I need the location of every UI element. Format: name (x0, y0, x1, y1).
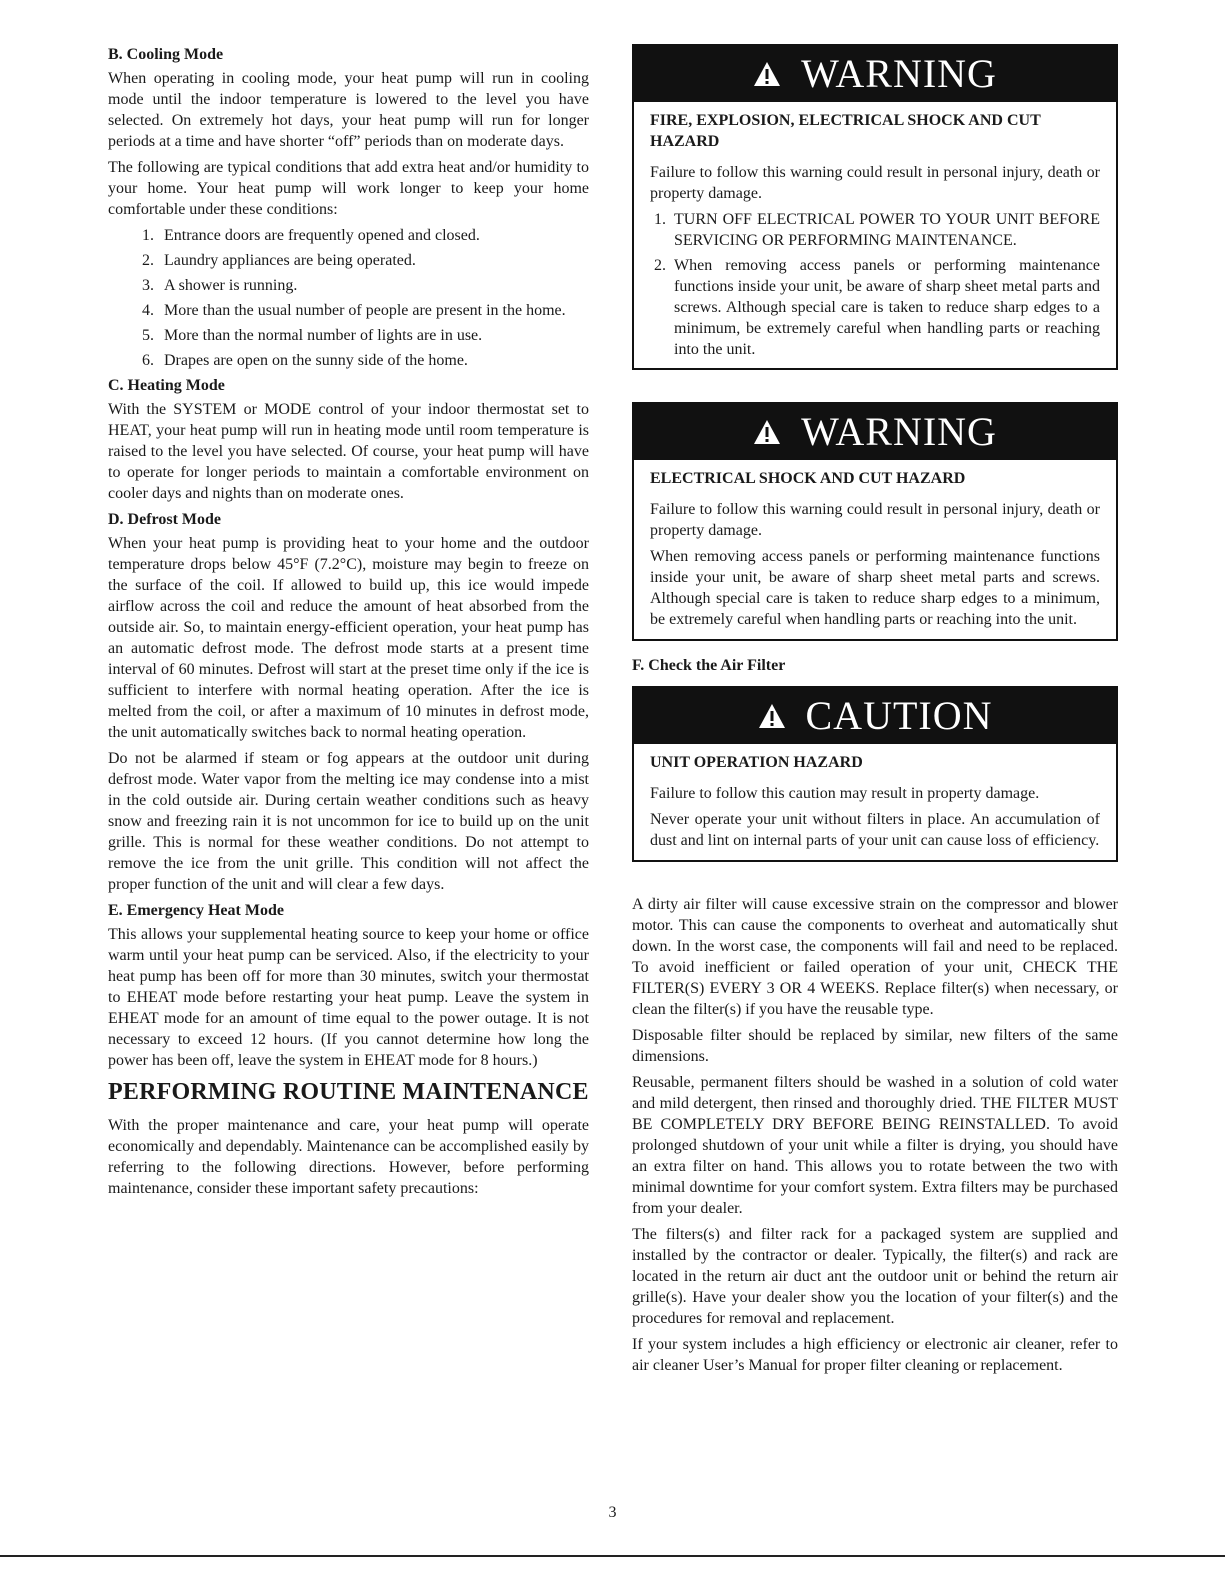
left-column (108, 44, 589, 1204)
warning-text: Failure to follow this warning could result in personal injury, death or property damage. (650, 164, 1100, 202)
list-item: 2. When removing access panels or performing maintenance functions inside your unit, be aware of sharp sheet metal parts and screws. Although special care is taken to reduce sharp edges to a minimum, be extremely careful when handling parts or reaching into the unit. (670, 255, 1100, 360)
bottom-rule (0, 1555, 1225, 1557)
hazard-title: FIRE, EXPLOSION, ELECTRICAL SHOCK AND CUT HAZARD (650, 112, 1041, 150)
warning-text: Failure to follow this warning could result in personal injury, death or property damage. (650, 501, 1100, 539)
warning-banner (634, 404, 1116, 460)
filter-paragraph-5: If your system includes a high efficiency or electronic air cleaner, refer to air cleaner User’s Manual for proper filter cleaning or replacement. (632, 1336, 1118, 1374)
cooling-heading: B. Cooling Mode (108, 46, 224, 63)
heating-paragraph: With the SYSTEM or MODE control of your indoor thermostat set to HEAT, your heat pump will run in heating mode until room temperature is raised to the level you have selected. Of course, your heat pump will have to operate for longer periods to maintain a comfortable environment on cooler days and nights than on moderate ones. (108, 401, 589, 502)
warning-text-2: When removing access panels or performing maintenance functions inside your unit, be aware of sharp sheet metal parts and screws. Although special care is taken to reduce sharp edges to a minimum, be extremely careful when handling parts or reaching into the unit. (650, 548, 1100, 628)
filter-paragraph-4: The filters(s) and filter rack for a packaged system are supplied and installed by the contractor or dealer. Typically, the filter(s) and rack are located in the return air duct ant the outdoor unit or behind the return air grille(s). Have your dealer show you the location of your filter(s) and the procedures for removal and replacement. (632, 1226, 1118, 1327)
maintenance-paragraph: With the proper maintenance and care, your heat pump will operate economically and dependably. Maintenance can be accomplished easily by referring to the following directions. However, before performing maintenance, consider these important safety precautions: (108, 1117, 589, 1197)
caution-text-2: Never operate your unit without filters in place. An accumulation of dust and lint on internal parts of your unit can cause loss of efficiency. (650, 811, 1100, 849)
cooling-conditions-list (108, 225, 589, 371)
list-item: 5. More than the normal number of lights are in use. (158, 325, 589, 346)
list-item: 1. TURN OFF ELECTRICAL POWER TO YOUR UNIT BEFORE SERVICING OR PERFORMING MAINTENANCE. (670, 209, 1100, 251)
list-item: 3. A shower is running. (158, 275, 589, 296)
hazard-title: ELECTRICAL SHOCK AND CUT HAZARD (650, 470, 966, 487)
defrost-paragraph-1: When your heat pump is providing heat to your home and the outdoor temperature drops below 45°F (7.2°C), moisture may begin to freeze on the surface of the coil. If allowed to build up, this ice would impede airflow across the coil and reduce the amount of heat absorbed from the outside air. So, to maintain energy-efficient operation, your heat pump has an automatic defrost mode. The defrost mode starts at a present time interval of 60 minutes. Defrost will start at the preset time only if the ice is sufficient to interfere with normal heating operation. After the ice is melted from the coil, or after a maximum of 10 minutes in defrost mode, the unit automatically switches back to normal heating operation. (108, 535, 589, 741)
list-item: 2. Laundry appliances are being operated. (158, 250, 589, 271)
filter-paragraph-2: Disposable filter should be replaced by similar, new filters of the same dimensions. (632, 1027, 1118, 1065)
warning-list (650, 209, 1100, 360)
caution-box (632, 686, 1118, 862)
right-column (632, 44, 1118, 1381)
caution-text: Failure to follow this caution may result in property damage. (650, 785, 1040, 802)
caution-signal-word: CAUTION (805, 693, 993, 738)
warning-signal-word: WARNING (801, 51, 997, 96)
emergency-heading: E. Emergency Heat Mode (108, 902, 284, 919)
warning-triangle-icon (753, 60, 781, 88)
list-item: 1. Entrance doors are frequently opened and closed. (158, 225, 589, 246)
filter-heading: F. Check the Air Filter (632, 657, 786, 674)
warning-box-electrical (632, 402, 1118, 641)
warning-banner (634, 46, 1116, 102)
hazard-title: UNIT OPERATION HAZARD (650, 754, 863, 771)
filter-paragraph-3: Reusable, permanent filters should be washed in a solution of cold water and mild detergent, then rinsed and thoroughly dried. THE FILTER MUST BE COMPLETELY DRY BEFORE BEING REINSTALLED. To avoid prolonged shutdown of your unit while a filter is drying, you should have an extra filter on hand. This allows you to rotate between the two with minimal downtime for your comfort system. Extra filters may be purchased from your dealer. (632, 1074, 1118, 1217)
maintenance-heading: PERFORMING ROUTINE MAINTENANCE (108, 1079, 589, 1105)
warning-box-fire (632, 44, 1118, 370)
filter-paragraph-1: A dirty air filter will cause excessive strain on the compressor and blower motor. This can cause the components to overheat and automatically shut down. In the worst case, the components will fail and need to be replaced. To avoid inefficient or failed operation of your unit, CHECK THE FILTER(S) EVERY 3 OR 4 WEEKS. Replace filter(s) when necessary, or clean the filter(s) if you have the reusable type. (632, 896, 1118, 1018)
defrost-paragraph-2: Do not be alarmed if steam or fog appears at the outdoor unit during defrost mode. Water vapor from the melting ice may condense into a mist in the cold outside air. During certain weather conditions such as heavy snow and freezing rain it is not uncommon for ice to build up on the unit grille. This is normal for these weather conditions. Do not attempt to remove the ice from the unit grille. This condition will not affect the proper function of the unit and will clear a few days. (108, 750, 589, 893)
warning-triangle-icon (758, 702, 786, 730)
caution-banner (634, 688, 1116, 744)
cooling-paragraph-2: The following are typical conditions that add extra heat and/or humidity to your home. Your heat pump will work longer to keep your home comfortable under these conditions: (108, 159, 589, 218)
list-item: 4. More than the usual number of people are present in the home. (158, 300, 589, 321)
page-number: 3 (608, 1504, 617, 1521)
list-item: 6. Drapes are open on the sunny side of the home. (158, 350, 589, 371)
emergency-paragraph: This allows your supplemental heating source to keep your home or office warm until your heat pump can be serviced. Also, if the electricity to your heat pump has been off for more than 30 minutes, switch your thermostat to EHEAT mode before restarting your heat pump. Leave the system in EHEAT mode for an amount of time equal to the power outage. It is not necessary to exceed 12 hours. (If you cannot determine how long the power has been off, leave the system in EHEAT mode for 8 hours.) (108, 926, 589, 1069)
warning-signal-word: WARNING (801, 409, 997, 454)
heating-heading: C. Heating Mode (108, 377, 225, 394)
cooling-paragraph-1: When operating in cooling mode, your heat pump will run in cooling mode until the indoor temperature is lowered to the level you have selected. On extremely hot days, your heat pump will run for longer periods at a time and have shorter “off” periods than on moderate days. (108, 70, 589, 150)
warning-triangle-icon (753, 418, 781, 446)
defrost-heading: D. Defrost Mode (108, 511, 222, 528)
